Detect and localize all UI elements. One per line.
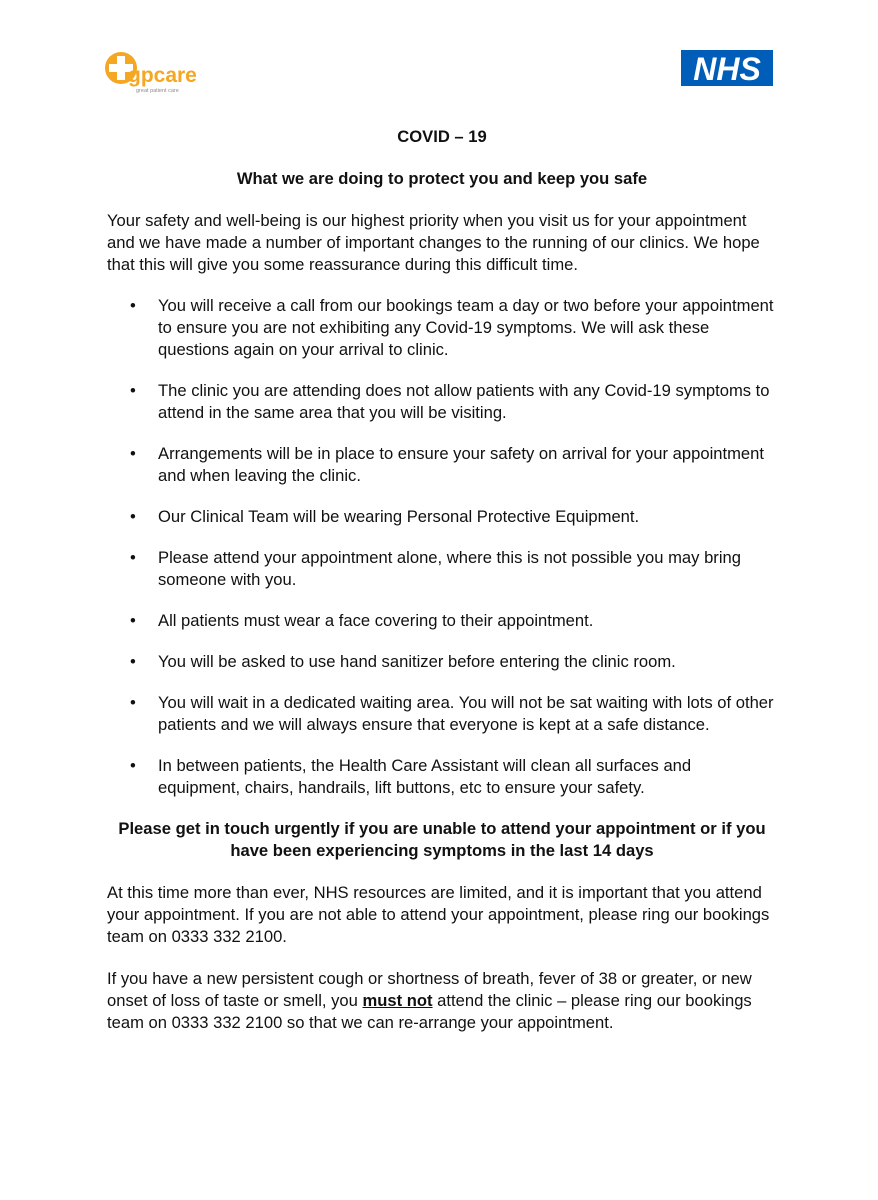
- bullet-icon: •: [130, 652, 136, 671]
- safety-measures-list: [107, 295, 777, 799]
- bullet-icon: •: [130, 507, 136, 526]
- list-item-text: The clinic you are attending does not allow patients with any Covid-19 symptoms to attend in the same area that you will be visiting.: [158, 381, 770, 422]
- bullet-icon: •: [130, 444, 136, 463]
- page-subtitle: What we are doing to protect you and keep you safe: [236, 169, 648, 188]
- list-item: [107, 692, 777, 736]
- bullet-icon: •: [130, 756, 136, 775]
- list-item: [107, 651, 777, 673]
- list-item: [107, 443, 777, 487]
- gpcare-logo-tagline: great patient care: [136, 88, 179, 94]
- list-item-text: You will be asked to use hand sanitizer before entering the clinic room.: [158, 652, 676, 671]
- resources-paragraph: At this time more than ever, NHS resources are limited, and it is important that you attend your appointment. If you are not able to attend your appointment, please ring our bookings team on 0333 332 2100.: [107, 883, 770, 946]
- list-item-text: Please attend your appointment alone, where this is not possible you may bring someone with you.: [158, 548, 741, 589]
- list-item: [107, 295, 777, 361]
- list-item-text: Arrangements will be in place to ensure your safety on arrival for your appointment and when leaving the clinic.: [158, 444, 764, 485]
- list-item: [107, 506, 777, 528]
- list-item-text: In between patients, the Health Care Assistant will clean all surfaces and equipment, chairs, handrails, lift buttons, etc to ensure your safety.: [158, 756, 692, 797]
- document-body: [107, 126, 777, 1034]
- list-item: [107, 547, 777, 591]
- symptoms-text-after: attend the clinic – please ring our bookings team on 0333 332 2100 so that we can re-arrange your appointment.: [107, 991, 752, 1032]
- bullet-icon: •: [130, 548, 136, 567]
- bullet-icon: •: [130, 693, 136, 712]
- gpcare-logo-text: gpcare: [128, 64, 197, 87]
- list-item: [107, 380, 777, 424]
- bullet-icon: •: [130, 381, 136, 400]
- list-item-text: All patients must wear a face covering to their appointment.: [158, 611, 594, 630]
- bullet-icon: •: [130, 611, 136, 630]
- list-item-text: You will receive a call from our bookings team a day or two before your appointment to ensure you are not exhibiting any Covid-19 symptoms. We will ask these questions again on your arrival to clinic.: [158, 296, 774, 359]
- bullet-icon: •: [130, 296, 136, 315]
- must-not-emphasis: must not: [362, 991, 433, 1010]
- symptoms-text-before: If you have a new persistent cough or shortness of breath, fever of 38 or greater, or new onset of loss of taste or smell, you: [107, 969, 752, 1010]
- list-item-text: You will wait in a dedicated waiting area. You will not be sat waiting with lots of other patients and we will always ensure that everyone is kept at a safe distance.: [158, 693, 774, 734]
- list-item: [107, 610, 777, 632]
- symptoms-paragraph: [107, 968, 777, 1034]
- gpcare-logo: [104, 50, 200, 102]
- nhs-logo: [681, 50, 773, 86]
- intro-paragraph: Your safety and well-being is our highest priority when you visit us for your appointment and we have made a number of important changes to the running of our clinics. We hope that this will give you some reassurance during this difficult time.: [107, 211, 760, 274]
- list-item: [107, 755, 777, 799]
- nhs-logo-text: NHS: [693, 51, 761, 86]
- urgent-notice: Please get in touch urgently if you are unable to attend your appointment or if you have been experiencing symptoms in the last 14 days: [118, 819, 766, 860]
- page-title: COVID – 19: [397, 127, 487, 146]
- list-item-text: Our Clinical Team will be wearing Personal Protective Equipment.: [158, 507, 640, 526]
